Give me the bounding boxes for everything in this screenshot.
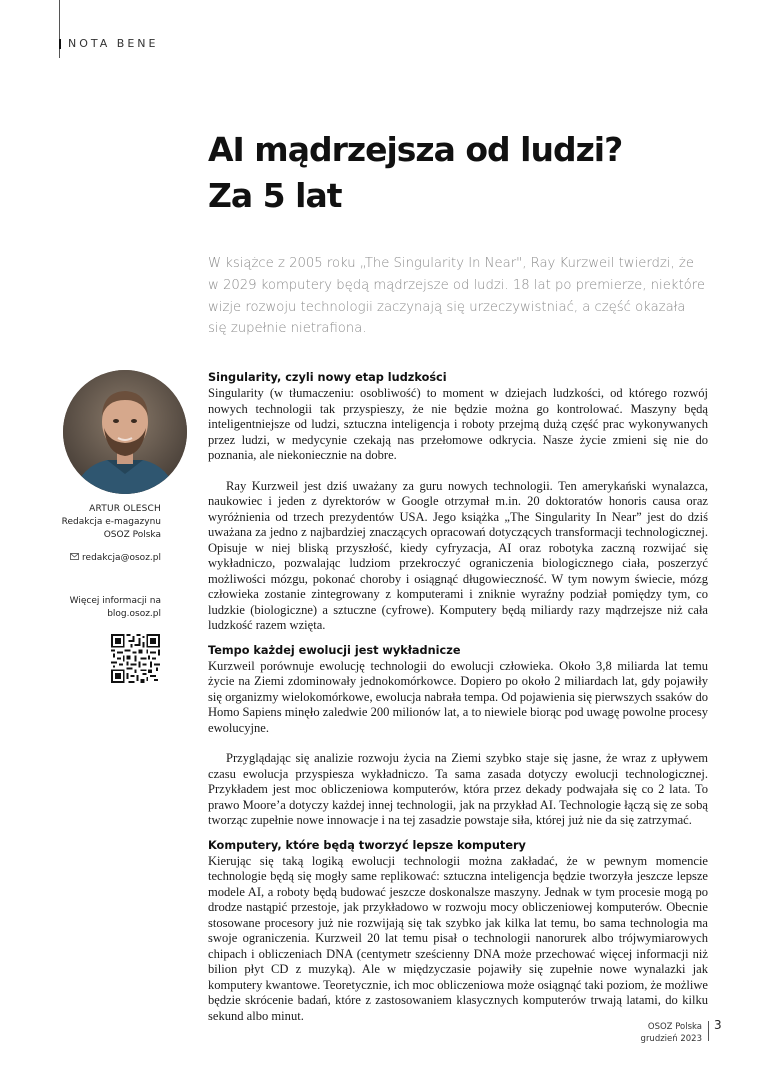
title-line-1: AI mądrzejsza od ludzi? xyxy=(208,130,623,169)
article-section xyxy=(208,370,708,634)
author-org: OSOZ Polska xyxy=(103,530,161,540)
article-title xyxy=(208,127,622,219)
title-line-2: Za 5 lat xyxy=(208,176,342,215)
footer-divider xyxy=(708,1021,709,1041)
page-number: 3 xyxy=(714,1018,722,1032)
more-info-link[interactable]: blog.osoz.pl xyxy=(107,609,161,619)
section-heading: Tempo każdej ewolucji jest wykładnicze xyxy=(208,643,461,657)
author-role: Redakcja e-magazynu xyxy=(61,517,161,527)
author-box xyxy=(40,503,161,621)
author-email[interactable]: redakcja@osoz.pl xyxy=(82,553,161,563)
article-lead: W książce z 2005 roku „The Singularity In Near", Ray Kurzweil twierdzi, że w 2029 komputery będą mądrzejsze od ludzi. 18 lat po premierze, niektóre wizje rozwoju technologii zaczynają się urzeczywistniać, a część okazała się zupełnie nietrafiona. xyxy=(208,256,705,337)
paragraph: Kierując się taką logiką ewolucji technologii można zakładać, że w pewnym momencie technologie będą się mogły same replikować: sztuczna inteligencja będzie tworzyła jeszcze lepsze modele AI, a roboty będą budować jeszcze doskonalsze maszyny. Jednak w tym procesie mogą po drodze nastąpić przestoje, jak przykładowo w rozwoju mocy obliczeniowej komputerów. Obecnie stosowane procesory już nie rozwijają się tak szybko jak kilka lat temu, bo sama technologia ma swoje ograniczenia. Kurzweil 20 lat temu pisał o technologii nanorurek albo trójwymiarowych chipach i obliczeniach DNA (centymetr sześcienny DNA może przechować więcej informacji niż bilion płyt CD z muzyką). Ale w międzyczasie pojawiły się zupełnie nowe wynalazki jak komputery kwantowe. Teoretycznie, ich moc obliczeniowa może osiągnąć taki poziom, że możliwe będzie skrócenie badań, które z zastosowaniem klasycznych komputerów trwają latami, do kilku sekund albo minut. xyxy=(208,853,708,1023)
article-body xyxy=(208,370,708,1024)
paragraph: Kurzweil porównuje ewolucję technologii do ewolucji człowieka. Około 3,8 miliarda lat temu życie na Ziemi zdominowały jednokomórkowce. Dopiero po około 2 miliardach lat, gdy pojawiły się organizmy wielokomórkowe, ewolucja nabrała tempa. Od pojawienia się pierwszych ssaków do Homo Sapiens minęło zaledwie 200 milionów lat, a to niewiele biorąc pod uwagę powolne procesy ewolucyjne. xyxy=(208,658,708,735)
section-heading: Komputery, które będą tworzyć lepsze komputery xyxy=(208,838,526,852)
author-photo xyxy=(63,370,187,494)
author-portrait-image xyxy=(63,370,187,494)
paragraph: Przyglądając się analizie rozwoju życia na Ziemi szybko staje się jasne, że wraz z upływem czasu ewolucja przyspiesza wykładniczo. Ta sama zasada dotyczy ewolucji technologicznej. Przykładem jest moc obliczeniowa komputerów, która przez dekady podwajała się co 2 lata. To prawo Moore’a dotyczy każdej innej technologii, jak na przykład AI. Technologie łączą się ze sobą tworząc zupełnie nowe innowacje i na tej zasadzie powstaje siła, której już nie da się zatrzymać. xyxy=(208,751,708,827)
author-email-row[interactable] xyxy=(40,552,161,565)
author-name: ARTUR OLESCH xyxy=(89,504,161,514)
header-rule-mark xyxy=(59,39,61,49)
header-rule xyxy=(59,0,60,58)
paragraph: Singularity (w tłumaczeniu: osobliwość) to moment w dziejach ludzkości, od którego rozwój nowych technologii tak przyspieszy, że nie będzie można go kontrolować. Maszyny będą inteligentniejsze od ludzi, sztuczna inteligencja i roboty przejmą dużą część prac wykonywanych przez ludzi, w medycynie czekają nas przełomowe odkrycia. Nasze życie zmieni się nie do poznania, ale niekoniecznie na dobre. xyxy=(208,386,708,462)
footer-pub-name: OSOZ Polska xyxy=(647,1022,702,1032)
more-info-line-1: Więcej informacji na xyxy=(69,596,161,606)
article-section xyxy=(208,643,708,829)
article-section xyxy=(208,838,708,1025)
section-label: NOTA BENE xyxy=(68,37,159,50)
paragraph: Ray Kurzweil jest dziś uważany za guru nowych technologii. Ten amerykański wynalazca, naukowiec i jeden z dyrektorów w Google otrzymał m.in. 20 doktoratów honoris causa oraz wyróżnienia od trzech prezydentów USA. Jego książka „The Singularity In Near” jest do dziś uważana za jedno z najbardziej znaczących opracowań dotyczących transformacji technologicznej. Opisuje w niej bliską przyszłość, kiedy cyfryzacja, AI oraz robotyka zaczną rozwijać się wykładniczo, pozwalając ludziom przekroczyć ograniczenia biologicznego ciała, poszerzyć możliwości mózgu, pokonać choroby i osiągnąć długowieczność. W tym nowym świecie, mózg człowieka zostanie zintegrowany z komputerami i zniknie wyraźny podział pomiędzy tym, co ludzkie (biologiczne) a sztuczne (cyfrowe). Komputery będą miliardy razy mądrzejsze niż cała ludzkość razem wzięta. xyxy=(208,478,708,632)
footer-date: grudzień 2023 xyxy=(640,1034,702,1044)
section-heading: Singularity, czyli nowy etap ludzkości xyxy=(208,371,447,384)
envelope-icon xyxy=(70,553,79,560)
qr-code[interactable] xyxy=(111,634,160,683)
footer-publication xyxy=(641,1021,702,1045)
